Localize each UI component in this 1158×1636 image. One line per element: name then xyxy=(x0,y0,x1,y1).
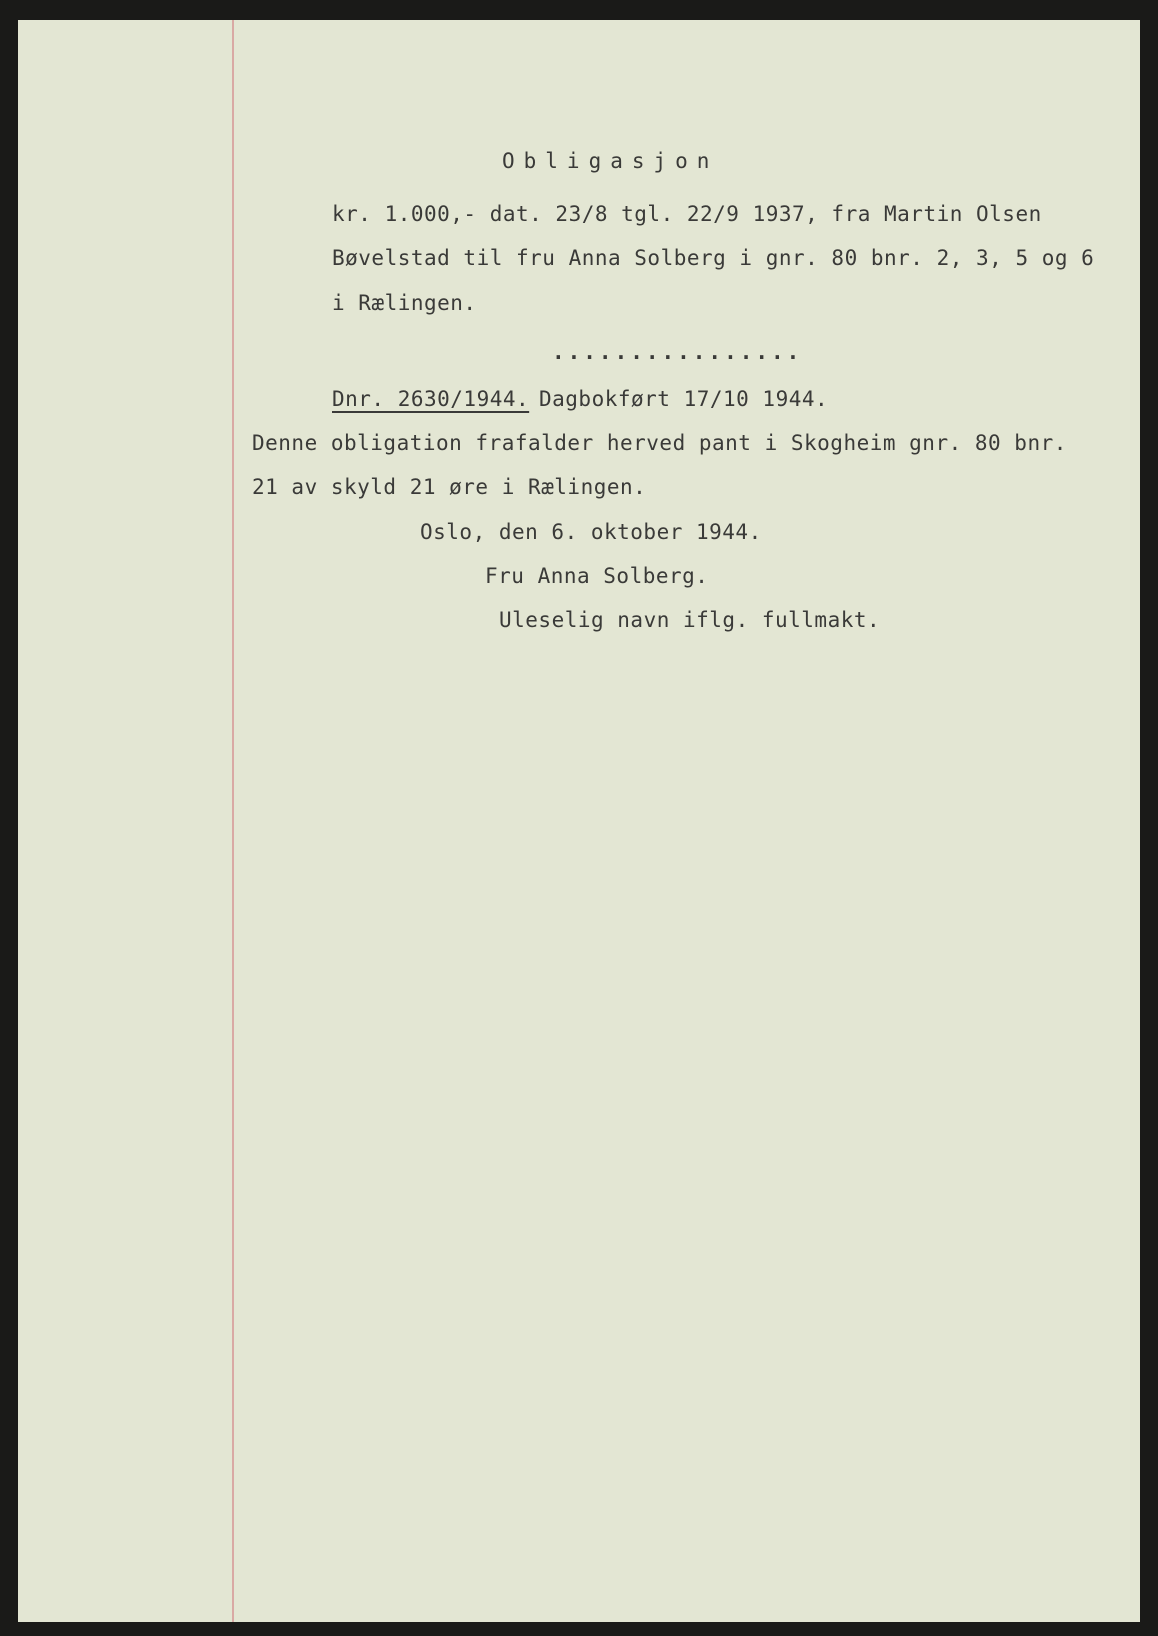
entry1-line1: kr. 1.000,- dat. 23/8 tgl. 22/9 1937, fra Martin Olsen xyxy=(332,202,1042,226)
entry2-ref-number: Dnr. 2630/1944. xyxy=(332,387,530,411)
entry1-line3: i Rælingen. xyxy=(332,291,477,315)
signature-note: Uleselig navn iflg. fullmakt. xyxy=(499,608,881,632)
entry2-body-line2: 21 av skyld 21 øre i Rælingen. xyxy=(252,475,647,499)
entry1-line2: Bøvelstad til fru Anna Solberg i gnr. 80 bnr. 2, 3, 5 og 6 xyxy=(332,246,1095,270)
document-title: Obligasjon xyxy=(502,149,719,173)
entry2-ref-date: Dagbokført 17/10 1944. xyxy=(539,387,829,411)
margin-rule xyxy=(232,20,234,1622)
signatory: Fru Anna Solberg. xyxy=(485,564,709,588)
separator-dots: ................ xyxy=(552,340,803,364)
place-date: Oslo, den 6. oktober 1944. xyxy=(420,520,762,544)
document-page xyxy=(18,20,1140,1622)
entry2-body-line1: Denne obligation frafalder herved pant i Skogheim gnr. 80 bnr. xyxy=(252,431,1067,455)
